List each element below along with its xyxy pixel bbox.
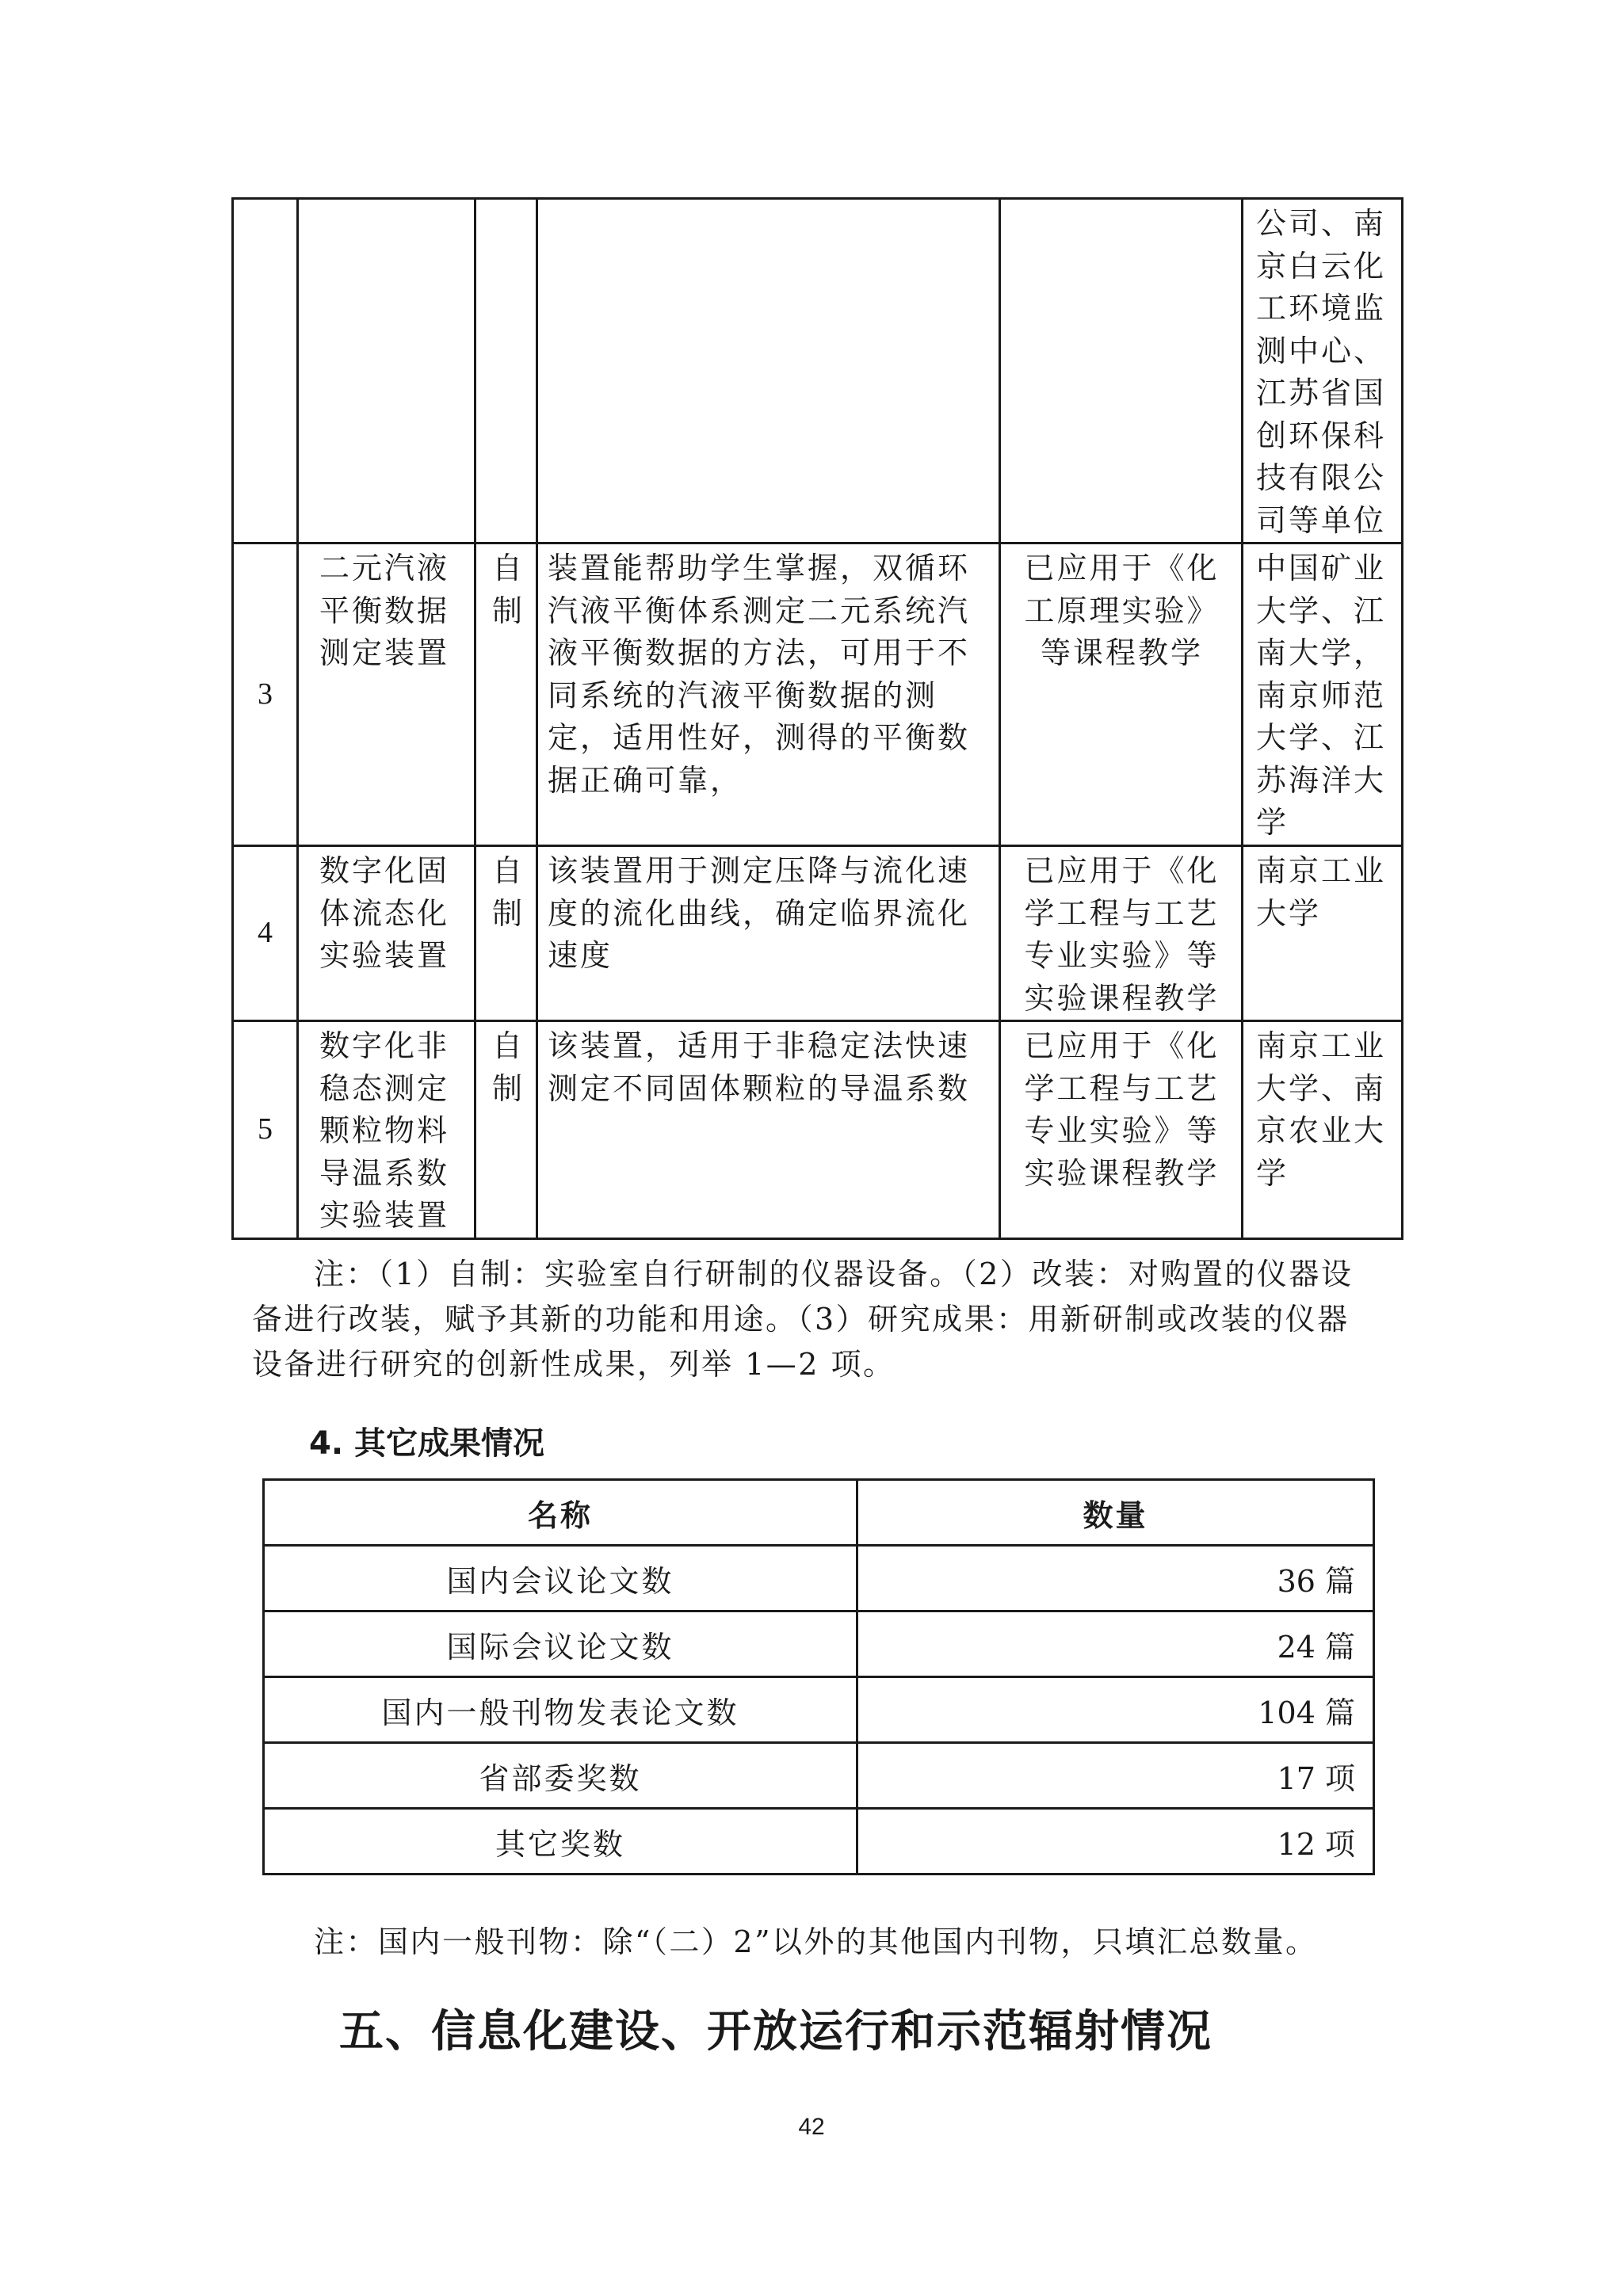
cell-line: 自 (492, 853, 525, 888)
row-quantity: 12 项 (857, 1809, 1374, 1875)
equipment-number: 5 (233, 1021, 298, 1239)
cell-line: 工原理实验》 (1024, 593, 1220, 628)
table-row (233, 543, 1403, 846)
equipment-number (233, 199, 298, 543)
equipment-type (475, 846, 537, 1021)
cell-line: 稳态测定 (319, 1070, 450, 1106)
note-line: 注：（1）自制：实验室自行研制的仪器设备。（2）改装：对购置的仪器设 (314, 1257, 1354, 1291)
cell-line: 学工程与工艺 (1024, 895, 1220, 931)
page-number: 42 (798, 2114, 825, 2140)
cell-line: 南京工业 (1256, 1028, 1387, 1063)
cell-line: 公司、南 (1256, 206, 1387, 241)
note-line: 设备进行研究的创新性成果，列举 1—2 项。 (252, 1347, 896, 1382)
cell-line: 实验装置 (319, 1198, 450, 1233)
cell-line: 工环境监 (1256, 291, 1387, 326)
equipment-description (537, 543, 1000, 846)
equipment-units (1243, 543, 1403, 846)
equipment-type (475, 199, 537, 543)
equipment-number: 3 (233, 543, 298, 846)
cell-line: 技有限公 (1256, 460, 1387, 495)
row-quantity: 104 篇 (857, 1677, 1374, 1743)
row-name: 其它奖数 (264, 1809, 857, 1875)
table-row (264, 1743, 1374, 1809)
cell-line: 已应用于《化 (1024, 853, 1220, 888)
cell-line: 实验课程教学 (1024, 1155, 1220, 1191)
cell-line: 度的流化曲线，确定临界流化 (548, 895, 971, 931)
row-quantity: 17 项 (857, 1743, 1374, 1809)
equipment-name (298, 543, 475, 846)
cell-line: 制 (492, 895, 525, 931)
cell-line: 南京师范 (1256, 677, 1387, 713)
cell-line: 制 (492, 1070, 525, 1106)
cell-line: 京农业大 (1256, 1113, 1387, 1148)
cell-line: 测定装置 (319, 635, 450, 670)
table-row (264, 1546, 1374, 1611)
cell-line: 专业实验》等 (1024, 938, 1220, 973)
cell-line: 液平衡数据的方法，可用于不 (548, 635, 971, 670)
cell-line: 创环保科 (1256, 418, 1387, 453)
cell-line: 装置能帮助学生掌握，双循环 (548, 551, 971, 585)
cell-line: 据正确可靠， (548, 762, 743, 798)
equipment-type (475, 1021, 537, 1239)
cell-line: 颗粒物料 (319, 1113, 450, 1148)
other-achievements-table (262, 1478, 1375, 1875)
chapter-title: 五、信息化建设、开放运行和示范辐射情况 (339, 2006, 1212, 2058)
row-name: 国际会议论文数 (264, 1611, 857, 1677)
equipment-name (298, 1021, 475, 1239)
cell-line: 大学 (1256, 895, 1322, 931)
cell-line: 大学、南 (1256, 1070, 1387, 1106)
cell-line: 二元汽液 (319, 551, 450, 585)
journal-note (252, 1920, 1393, 1965)
row-name: 国内会议论文数 (264, 1546, 857, 1611)
cell-line: 南大学， (1256, 635, 1387, 670)
row-quantity: 36 篇 (857, 1546, 1374, 1611)
cell-line: 专业实验》等 (1024, 1113, 1220, 1148)
cell-line: 测定不同固体颗粒的导温系数 (548, 1070, 971, 1106)
equipment-description (537, 846, 1000, 1021)
cell-line: 南京工业 (1256, 853, 1387, 888)
table-row (264, 1677, 1374, 1743)
equipment-name (298, 199, 475, 543)
equipment-units (1243, 199, 1403, 543)
equipment-type (475, 543, 537, 846)
cell-line: 苏海洋大 (1256, 762, 1387, 798)
cell-line: 自 (492, 1028, 525, 1063)
cell-line: 司等单位 (1256, 502, 1387, 538)
cell-line: 大学、江 (1256, 593, 1387, 628)
equipment-application (1000, 846, 1243, 1021)
table-row (233, 846, 1403, 1021)
cell-line: 京白云化 (1256, 248, 1387, 284)
row-quantity: 24 篇 (857, 1611, 1374, 1677)
equipment-description (537, 199, 1000, 543)
cell-line: 该装置用于测定压降与流化速 (548, 853, 971, 888)
cell-line: 数字化非 (319, 1028, 450, 1063)
note-line: 备进行改装，赋予其新的功能和用途。（3）研究成果：用新研制或改装的仪器 (252, 1302, 1350, 1337)
equipment-application (1000, 543, 1243, 846)
equipment-description (537, 1021, 1000, 1239)
cell-line: 同系统的汽液平衡数据的测 (548, 677, 938, 713)
table-row (264, 1611, 1374, 1677)
cell-line: 已应用于《化 (1024, 1028, 1220, 1063)
cell-line: 实验课程教学 (1024, 980, 1220, 1016)
cell-line: 自 (492, 551, 525, 585)
equipment-application (1000, 1021, 1243, 1239)
cell-line: 体流态化 (319, 895, 450, 931)
cell-line: 等课程教学 (1040, 635, 1203, 670)
table-row (233, 1021, 1403, 1239)
cell-line: 导温系数 (319, 1155, 450, 1191)
table-row (264, 1809, 1374, 1875)
cell-line: 中国矿业 (1256, 551, 1387, 585)
cell-line: 该装置，适用于非稳定法快速 (548, 1028, 971, 1063)
table-header-row (264, 1480, 1374, 1546)
cell-line: 已应用于《化 (1024, 551, 1220, 585)
cell-line: 大学、江 (1256, 720, 1387, 755)
cell-line: 江苏省国 (1256, 376, 1387, 410)
cell-line: 实验装置 (319, 938, 450, 973)
cell-line: 学工程与工艺 (1024, 1070, 1220, 1106)
cell-line: 汽液平衡体系测定二元系统汽 (548, 593, 971, 628)
cell-line: 数字化固 (319, 853, 450, 888)
equipment-name (298, 846, 475, 1021)
header-quantity: 数量 (857, 1480, 1374, 1546)
equipment-units (1243, 1021, 1403, 1239)
note-line: 注：国内一般刊物：除“（二）2”以外的其他国内刊物，只填汇总数量。 (314, 1924, 1318, 1959)
header-name: 名称 (264, 1480, 857, 1546)
equipment-application (1000, 199, 1243, 543)
cell-line: 学 (1256, 1155, 1289, 1191)
cell-line: 制 (492, 593, 525, 628)
row-name: 省部委奖数 (264, 1743, 857, 1809)
equipment-units (1243, 846, 1403, 1021)
cell-line: 定，适用性好，测得的平衡数 (548, 720, 971, 755)
equipment-number: 4 (233, 846, 298, 1021)
row-name: 国内一般刊物发表论文数 (264, 1677, 857, 1743)
equipment-note (252, 1252, 1393, 1387)
cell-line: 学 (1256, 805, 1289, 840)
cell-line: 平衡数据 (319, 593, 450, 628)
table-row (233, 199, 1403, 543)
section-heading: 4. 其它成果情况 (309, 1425, 544, 1462)
equipment-table (231, 197, 1403, 1240)
cell-line: 测中心、 (1256, 333, 1387, 368)
cell-line: 速度 (548, 938, 613, 973)
